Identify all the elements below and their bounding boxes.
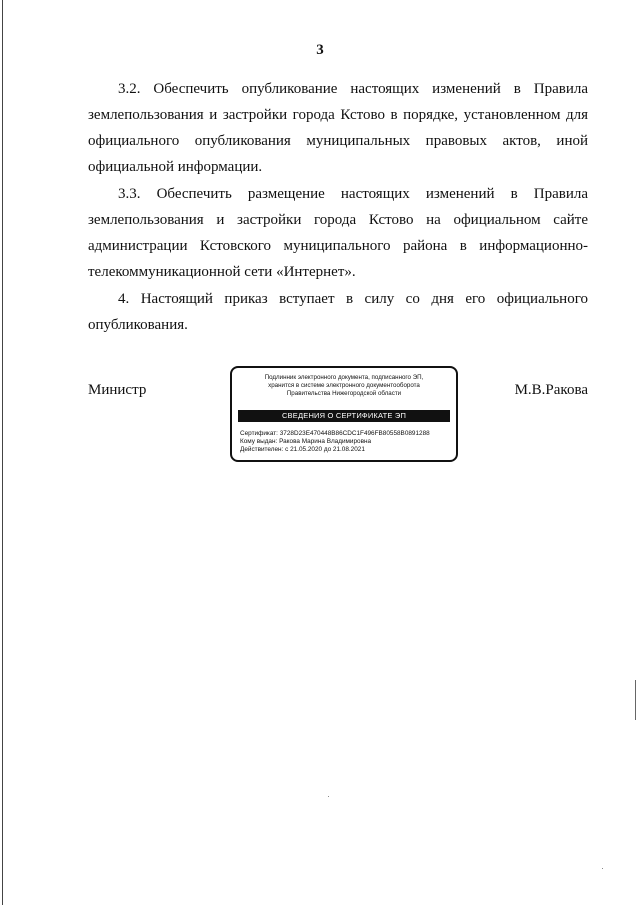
paragraph-3-2 <box>88 76 588 180</box>
text-line: 4. Настоящий приказ вступает в силу со дня его официального <box>118 291 588 307</box>
text-line: 3.2. Обеспечить опубликование настоящих изменений в Правила <box>118 81 588 97</box>
electronic-signature-stamp <box>230 366 458 462</box>
paragraph-3-3 <box>88 181 588 285</box>
stamp-header-line: Правительства Нижегородской области <box>286 390 402 397</box>
certificate-label: Сертификат: <box>240 430 278 437</box>
valid-label: Действителен: <box>240 446 284 453</box>
text-line: землепользования и застройки города Кстово в порядке, установленном для <box>88 107 588 123</box>
paragraph-4 <box>88 286 588 338</box>
stamp-issued-to-row <box>240 438 450 446</box>
text-line: землепользования и застройки города Кстово на официальном сайте <box>88 212 588 228</box>
stamp-details <box>240 430 450 454</box>
scan-speck <box>328 796 329 797</box>
stamp-valid-row <box>240 446 450 454</box>
signatory-title: Министр <box>88 382 147 398</box>
stamp-header-line: хранится в системе электронного документооборота <box>268 382 420 389</box>
scan-speck <box>602 868 603 869</box>
document-body <box>88 76 588 339</box>
text-line: администрации Кстовского муниципального района в информационно- <box>88 238 588 254</box>
text-line: 3.3. Обеспечить размещение настоящих изменений в Правила <box>118 186 588 202</box>
text-line: официального опубликования муниципальных правовых актов, иной <box>88 133 588 149</box>
page-right-edge-mark <box>635 680 636 720</box>
page-number: 3 <box>316 42 324 58</box>
certificate-value: 3728D23E470448B86CDC1F496FB80558B0891288 <box>279 430 430 437</box>
stamp-header-line: Подлинник электронного документа, подписанного ЭП, <box>264 374 424 381</box>
stamp-certificate-bar: СВЕДЕНИЯ О СЕРТИФИКАТЕ ЭП <box>238 410 450 422</box>
issued-to-label: Кому выдан: <box>240 438 278 445</box>
valid-value: с 21.05.2020 до 21.08.2021 <box>285 446 365 453</box>
stamp-header <box>232 374 456 398</box>
page-left-edge <box>2 0 3 905</box>
text-line: опубликования. <box>88 317 188 333</box>
issued-to-value: Ракова Марина Владимировна <box>279 438 372 445</box>
signatory-name: М.В.Ракова <box>514 382 588 398</box>
stamp-certificate-row <box>240 430 450 438</box>
text-line: официальной информации. <box>88 159 263 175</box>
text-line: телекоммуникационной сети «Интернет». <box>88 264 356 280</box>
